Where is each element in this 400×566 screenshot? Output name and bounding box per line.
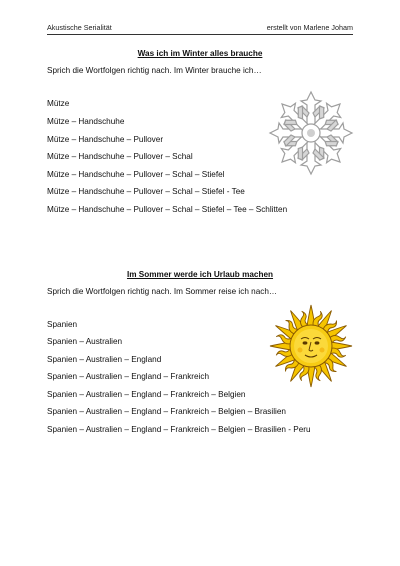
summer-line: Spanien – Australien – England [47, 355, 162, 364]
header-left-text: Akustische Serialität [47, 23, 112, 32]
summer-title: Im Sommer werde ich Urlaub machen [126, 270, 274, 279]
winter-title: Was ich im Winter alles brauche [137, 49, 263, 58]
winter-line: Mütze [47, 99, 70, 108]
summer-line: Spanien – Australien – England – Frankreich [47, 372, 210, 381]
summer-line: Spanien – Australien [47, 337, 123, 346]
winter-line: Mütze – Handschuhe – Pullover – Schal – Stiefel [47, 170, 225, 179]
winter-line: Mütze – Handschuhe – Pullover – Schal – Stiefel - Tee [47, 187, 245, 196]
winter-line: Mütze – Handschuhe – Pullover [47, 135, 164, 144]
winter-line: Mütze – Handschuhe [47, 117, 125, 126]
summer-intro: Sprich die Wortfolgen richtig nach. Im Sommer reise ich nach… [47, 287, 278, 296]
winter-line: Mütze – Handschuhe – Pullover – Schal [47, 152, 193, 161]
header-rule [47, 34, 353, 35]
winter-intro: Sprich die Wortfolgen richtig nach. Im Winter brauche ich… [47, 66, 262, 75]
page-header [47, 23, 353, 35]
summer-line: Spanien – Australien – England – Frankreich – Belgien [47, 390, 246, 399]
summer-line: Spanien – Australien – England – Frankreich – Belgien – Brasilien - Peru [47, 425, 311, 434]
summer-line: Spanien [47, 320, 78, 329]
snowflake-icon [266, 90, 356, 176]
summer-line: Spanien – Australien – England – Frankreich – Belgien – Brasilien [47, 407, 286, 416]
winter-line: Mütze – Handschuhe – Pullover – Schal – Stiefel – Tee – Schlitten [47, 205, 288, 214]
header-right-text: erstellt von Marlene Joham [266, 23, 353, 32]
sun-icon [268, 304, 354, 388]
